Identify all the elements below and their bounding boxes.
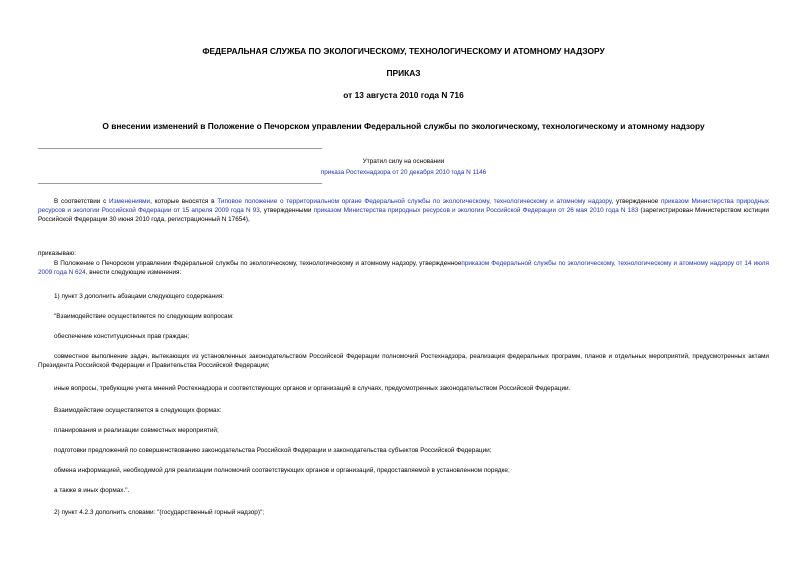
order-word: приказываю: [38,250,76,257]
order-183-link[interactable]: приказом Министерства природных ресурсов и экологии Российской Федерации от 26 мая 2010 года N 183 [313,207,639,215]
order-624-link[interactable]: приказом Федеральной службы по экологическому, технологическому и атомному надзору от 14 июля 2009 года N 624 [38,260,769,277]
list-item: 2) пункт 4.2.3 дополнить словами: "(государственный горный надзор)"; [54,509,265,516]
status-note-line [0,168,807,177]
order-93-link[interactable]: приказом Министерства природных ресурсов и экологии Российской Федерации от 15 апреля 2009 года N 93 [38,198,769,215]
list-item: обмена информацией, необходимой для реализации полномочий соответствующих органов и организаций, предоставляемой в установленном порядке; [54,467,510,474]
list-item: 1) пункт 3 дополнить абзацами следующего содержания: [54,293,225,300]
agency-heading: ФЕДЕРАЛЬНАЯ СЛУЖБА ПО ЭКОЛОГИЧЕСКОМУ, ТЕХНОЛОГИЧЕСКОМУ И АТОМНОМУ НАДЗОРУ [202,46,605,56]
list-item: а также в иных формах.". [54,487,130,494]
document-title: О внесении изменений в Положение о Печорском управлении Федеральной службы по экологическому, технологическому и атомному надзору [102,121,705,131]
list-item: планирования и реализации совместных мероприятий; [54,427,219,434]
list-item: подготовки предложений по совершенствованию законодательства Российской Федерации и законодательства субъектов Российской Федерации; [54,447,492,454]
amendments-link[interactable]: Изменениями [109,198,151,205]
list-item: "Взаимодействие осуществляется по следующим вопросам: [54,313,234,320]
list-item: иные вопросы, требующие учета мнений Ростехнадзора и соответствующих органов и организаций в случаях, предусмотренных законодательством Российской Федерации. [54,385,571,392]
list-item: совместное выполнение задач, вытекающих из установленных законодательством Российской Федерации полномочий Ростехнадзора, реализация федеральных программ, планов и отдельных мероприятий, предусмотренных актами Президента Российской Федерации и Правительства Российской Федерации; [38,353,769,370]
list-item: обеспечение конституционных прав граждан; [54,333,190,340]
status-note-text: Утратил силу на основании [362,158,445,165]
repeal-order-link[interactable]: приказа Ростехнадзора от 20 декабря 2010 года N 1146 [320,169,487,176]
date-number-heading: от 13 августа 2010 года N 716 [343,90,464,100]
preamble-paragraph: В соответствии с Изменениями, которые вносятся в Типовое положение о территориальном органе Федеральной службы по экологическому, технологическому и атомному надзору, утвержденное приказом Министерства природных ресурсов и экологии Российской Федерации от 15 апреля 2009 года N 93, утвержденными приказом Министерства природных ресурсов и экологии Российской Федерации от 26 мая 2010 года N 183 (зарегистрирован Министерством юстиции Российской Федерации 30 июня 2010 года, регистрационный N 17654), [38,198,769,224]
typical-regulation-link[interactable]: Типовое положение о территориальном органе Федеральной службы по экологическому, технологическому и атомному надзору [217,198,612,205]
divider-top [38,148,322,149]
divider-bottom [38,183,322,184]
order-paragraph: В Положение о Печорском управлении Федеральной службы по экологическому, технологическому и атомному надзору, утвержденноеприказом Федеральной службы по экологическому, технологическому и атомному надзору от 14 июля 2009 года N 624, внести следующие изменения: [38,260,769,277]
list-item: Взаимодействие осуществляется в следующих формах: [54,407,222,414]
doc-type-heading: ПРИКАЗ [386,68,421,78]
